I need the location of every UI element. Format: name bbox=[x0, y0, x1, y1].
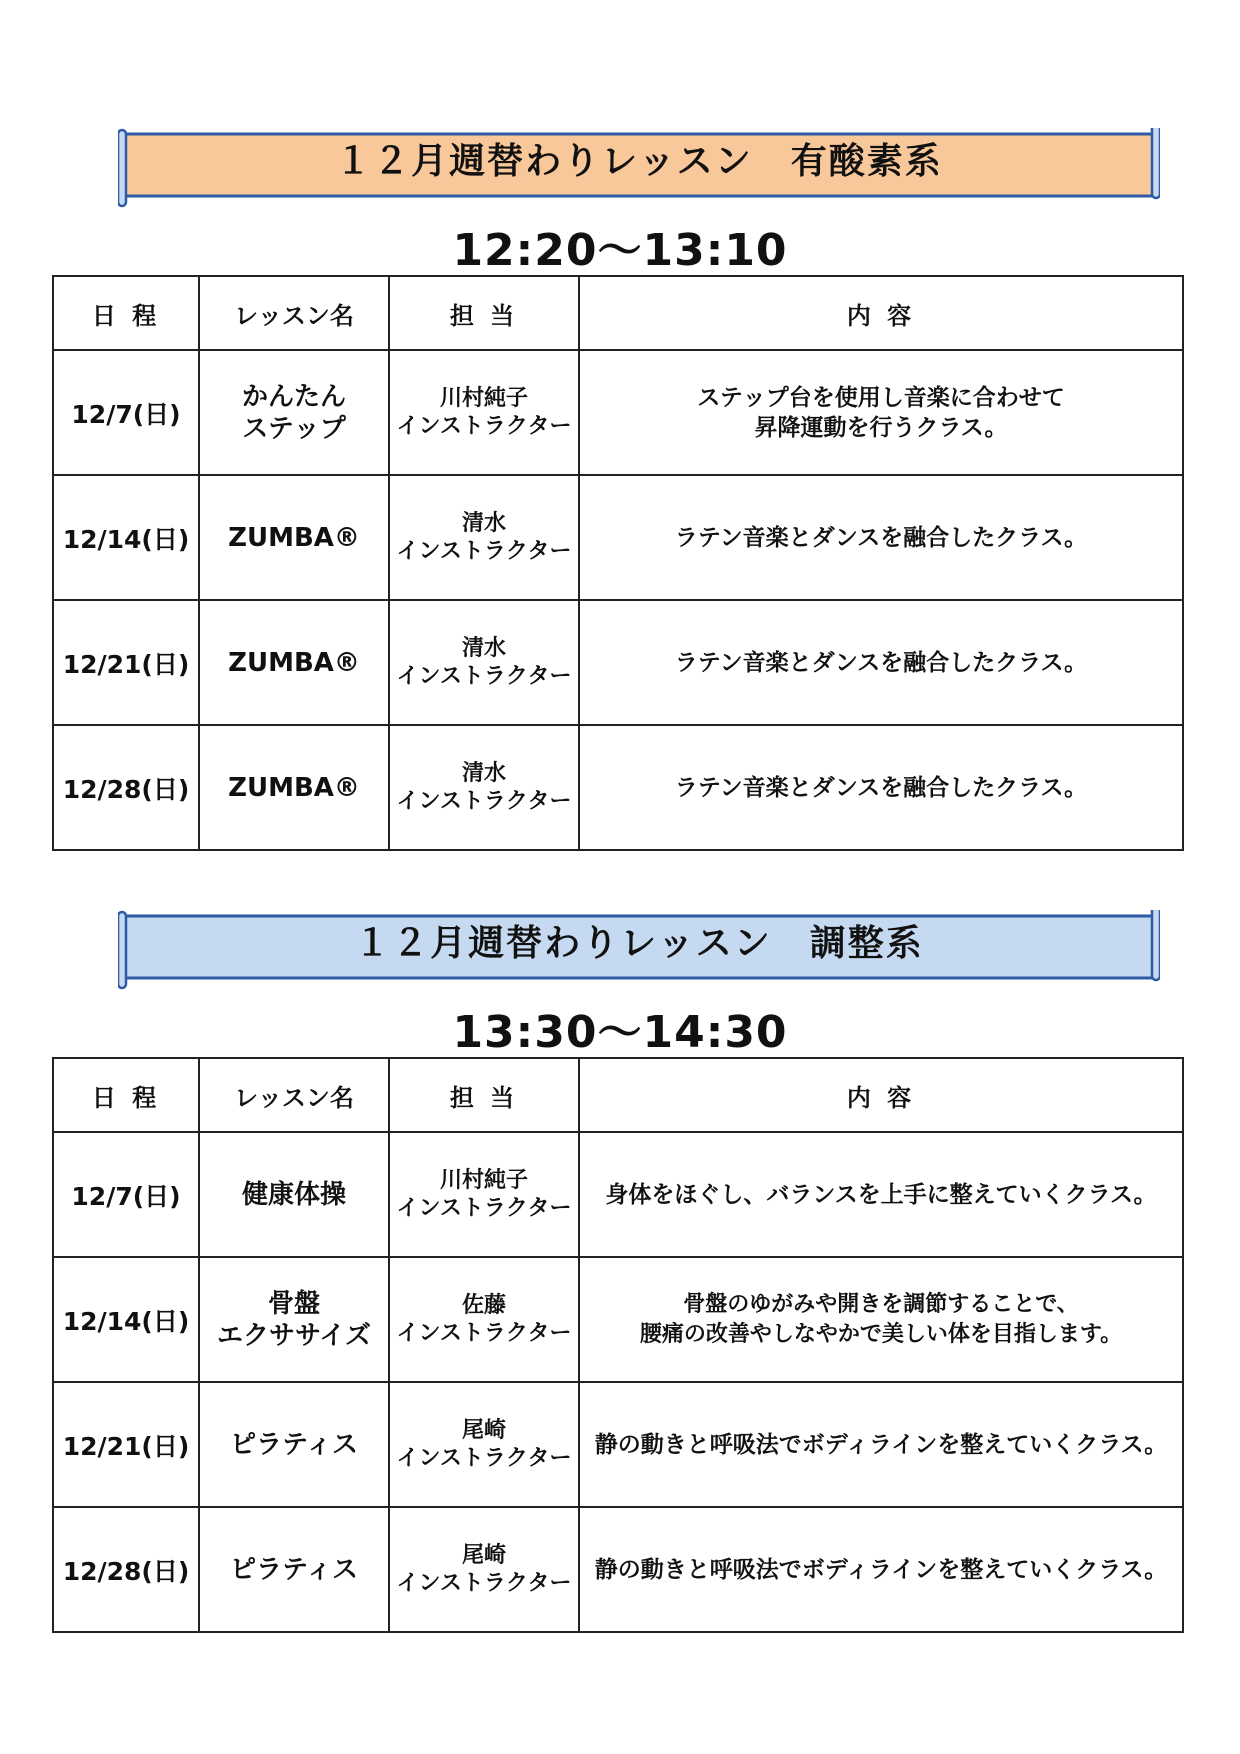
time-range: 12:20～13:10 bbox=[452, 225, 788, 276]
cell-content: 骨盤のゆがみや開きを調節することで、 腰痛の改善やしなやかで美しい体を目指します。 bbox=[579, 1257, 1183, 1382]
schedule-table-aerobic bbox=[52, 275, 1184, 851]
cell-content: 静の動きと呼吸法でボディラインを整えていくクラス。 bbox=[579, 1507, 1183, 1632]
table-header-row bbox=[53, 1058, 1183, 1132]
header-date: 日 程 bbox=[53, 1058, 199, 1132]
cell-lesson: ZUMBA® bbox=[199, 600, 389, 725]
cell-date: 12/21(日) bbox=[53, 600, 199, 725]
section-banner-aerobic bbox=[118, 128, 1160, 196]
table-row bbox=[53, 1257, 1183, 1382]
header-lesson: レッスン名 bbox=[199, 1058, 389, 1132]
header-content: 内 容 bbox=[579, 1058, 1183, 1132]
header-instructor: 担 当 bbox=[389, 1058, 579, 1132]
schedule-table-conditioning bbox=[52, 1057, 1184, 1633]
cell-instructor: 川村純子 インストラクター bbox=[389, 1132, 579, 1257]
cell-lesson: ピラティス bbox=[199, 1507, 389, 1632]
table-row bbox=[53, 725, 1183, 850]
cell-content: 静の動きと呼吸法でボディラインを整えていくクラス。 bbox=[579, 1382, 1183, 1507]
cell-content: ラテン音楽とダンスを融合したクラス。 bbox=[579, 725, 1183, 850]
table-row bbox=[53, 1507, 1183, 1632]
table-row bbox=[53, 1382, 1183, 1507]
cell-lesson: 骨盤 エクササイズ bbox=[199, 1257, 389, 1382]
cell-instructor: 川村純子 インストラクター bbox=[389, 350, 579, 475]
header-lesson: レッスン名 bbox=[199, 276, 389, 350]
cell-date: 12/21(日) bbox=[53, 1382, 199, 1507]
table-row bbox=[53, 475, 1183, 600]
cell-date: 12/14(日) bbox=[53, 475, 199, 600]
cell-date: 12/28(日) bbox=[53, 1507, 199, 1632]
cell-content: ステップ台を使用し音楽に合わせて 昇降運動を行うクラス。 bbox=[579, 350, 1183, 475]
cell-lesson: ZUMBA® bbox=[199, 725, 389, 850]
header-content: 内 容 bbox=[579, 276, 1183, 350]
banner-title: １２月週替わりレッスン 調整系 bbox=[354, 923, 924, 964]
table-header-row bbox=[53, 276, 1183, 350]
cell-instructor: 尾崎 インストラクター bbox=[389, 1507, 579, 1632]
table-row bbox=[53, 600, 1183, 725]
table-row bbox=[53, 350, 1183, 475]
cell-date: 12/7(日) bbox=[53, 1132, 199, 1257]
cell-date: 12/28(日) bbox=[53, 725, 199, 850]
cell-lesson: 健康体操 bbox=[199, 1132, 389, 1257]
header-date: 日 程 bbox=[53, 276, 199, 350]
banner-title: １２月週替わりレッスン 有酸素系 bbox=[335, 141, 943, 182]
cell-lesson: かんたん ステップ bbox=[199, 350, 389, 475]
cell-instructor: 清水 インストラクター bbox=[389, 475, 579, 600]
cell-lesson: ピラティス bbox=[199, 1382, 389, 1507]
cell-instructor: 佐藤 インストラクター bbox=[389, 1257, 579, 1382]
cell-content: 身体をほぐし、バランスを上手に整えていくクラス。 bbox=[579, 1132, 1183, 1257]
cell-instructor: 清水 インストラクター bbox=[389, 725, 579, 850]
cell-content: ラテン音楽とダンスを融合したクラス。 bbox=[579, 600, 1183, 725]
cell-lesson: ZUMBA® bbox=[199, 475, 389, 600]
table-row bbox=[53, 1132, 1183, 1257]
cell-content: ラテン音楽とダンスを融合したクラス。 bbox=[579, 475, 1183, 600]
header-instructor: 担 当 bbox=[389, 276, 579, 350]
cell-instructor: 清水 インストラクター bbox=[389, 600, 579, 725]
section-banner-conditioning bbox=[118, 910, 1160, 978]
cell-date: 12/14(日) bbox=[53, 1257, 199, 1382]
cell-instructor: 尾崎 インストラクター bbox=[389, 1382, 579, 1507]
time-range: 13:30～14:30 bbox=[452, 1007, 788, 1058]
cell-date: 12/7(日) bbox=[53, 350, 199, 475]
